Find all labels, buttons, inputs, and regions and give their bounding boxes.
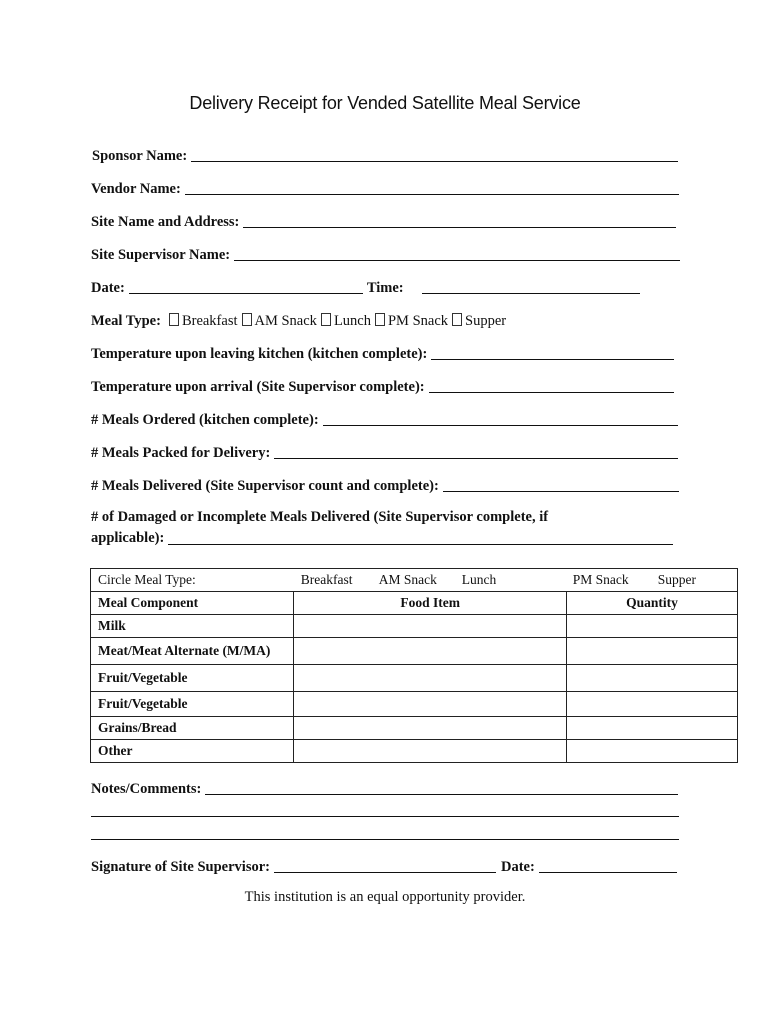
- meals-packed-label: # Meals Packed for Delivery:: [91, 445, 271, 461]
- checkbox-icon: [321, 313, 331, 326]
- damaged-meals-field[interactable]: [168, 530, 673, 545]
- meals-delivered-row: [91, 475, 679, 495]
- site-address-label: Site Name and Address:: [91, 214, 240, 230]
- date-time-row: [91, 277, 643, 297]
- circle-option-am-snack[interactable]: AM Snack: [378, 572, 437, 587]
- header-meal-component: Meal Component: [91, 592, 294, 615]
- site-supervisor-label: Site Supervisor Name:: [91, 247, 231, 263]
- table-row: [91, 615, 738, 638]
- date-label: Date:: [91, 280, 125, 296]
- vendor-name-row: [91, 178, 679, 198]
- checkbox-icon: [452, 313, 462, 326]
- notes-label: Notes/Comments:: [91, 781, 202, 797]
- time-field[interactable]: [422, 279, 640, 294]
- table-row: [91, 692, 738, 717]
- table-header-row: [91, 592, 738, 615]
- notes-row: [91, 778, 678, 798]
- meal-component-table: [90, 568, 738, 763]
- temp-leaving-label: Temperature upon leaving kitchen (kitchen complete):: [91, 346, 428, 362]
- checkbox-icon: [242, 313, 252, 326]
- notes-field-line3[interactable]: [91, 839, 679, 840]
- meals-ordered-label: # Meals Ordered (kitchen complete):: [91, 412, 319, 428]
- component-label: Meat/Meat Alternate (M/MA): [91, 638, 294, 665]
- site-address-field[interactable]: [243, 213, 676, 228]
- quantity-cell[interactable]: [567, 638, 738, 665]
- circle-option-pm-snack[interactable]: PM Snack: [572, 572, 629, 587]
- component-label: Milk: [91, 615, 294, 638]
- checkbox-icon: [169, 313, 179, 326]
- quantity-cell[interactable]: [567, 665, 738, 692]
- circle-meal-type-row: [91, 569, 738, 592]
- food-item-cell[interactable]: [294, 615, 567, 638]
- temp-arrival-label: Temperature upon arrival (Site Supervisor complete):: [91, 379, 425, 395]
- circle-meal-type-label: Circle Meal Type:: [91, 569, 294, 592]
- component-label: Fruit/Vegetable: [91, 692, 294, 717]
- meal-type-option-am-snack[interactable]: AM Snack: [242, 313, 317, 330]
- circle-option-breakfast[interactable]: Breakfast: [300, 572, 353, 587]
- table-row: [91, 740, 738, 763]
- notes-field-line2[interactable]: [91, 816, 679, 817]
- quantity-cell[interactable]: [567, 740, 738, 763]
- food-item-cell[interactable]: [294, 665, 567, 692]
- signature-date-field[interactable]: [539, 858, 677, 873]
- temp-leaving-row: [91, 343, 674, 363]
- meal-type-option-pm-snack[interactable]: PM Snack: [375, 313, 448, 330]
- circle-meal-options: [294, 569, 738, 592]
- meal-type-row: [91, 310, 651, 330]
- sponsor-name-field[interactable]: [191, 147, 678, 162]
- quantity-cell[interactable]: [567, 615, 738, 638]
- header-food-item: Food Item: [294, 592, 567, 615]
- signature-label: Signature of Site Supervisor:: [91, 859, 270, 875]
- food-item-cell[interactable]: [294, 717, 567, 740]
- damaged-meals-label-line1: # of Damaged or Incomplete Meals Delivered (Site Supervisor complete, if: [91, 509, 549, 525]
- food-item-cell[interactable]: [294, 692, 567, 717]
- table-row: [91, 665, 738, 692]
- checkbox-icon: [375, 313, 385, 326]
- meal-type-option-lunch[interactable]: Lunch: [321, 313, 371, 330]
- table-row: [91, 638, 738, 665]
- form-title: Delivery Receipt for Vended Satellite Meal Service: [189, 93, 581, 113]
- temp-arrival-field[interactable]: [429, 378, 674, 393]
- damaged-meals-block: [91, 507, 679, 549]
- meal-type-label: Meal Type:: [91, 313, 161, 329]
- signature-field[interactable]: [274, 858, 496, 873]
- circle-option-lunch[interactable]: Lunch: [461, 572, 497, 587]
- site-supervisor-row: [91, 244, 680, 264]
- meals-delivered-label: # Meals Delivered (Site Supervisor count and complete):: [91, 478, 439, 494]
- signature-date-label: Date:: [500, 859, 535, 875]
- meal-type-option-supper[interactable]: Supper: [452, 313, 506, 330]
- meals-packed-field[interactable]: [274, 444, 678, 459]
- food-item-cell[interactable]: [294, 740, 567, 763]
- notes-field-line1[interactable]: [205, 780, 678, 795]
- table-row: [91, 717, 738, 740]
- meals-ordered-row: [91, 409, 678, 429]
- header-quantity: Quantity: [567, 592, 738, 615]
- temp-arrival-row: [91, 376, 674, 396]
- temp-leaving-field[interactable]: [431, 345, 674, 360]
- component-label: Fruit/Vegetable: [91, 665, 294, 692]
- vendor-name-label: Vendor Name:: [91, 181, 181, 197]
- meals-ordered-field[interactable]: [323, 411, 678, 426]
- meals-delivered-field[interactable]: [443, 477, 679, 492]
- equal-opportunity-statement: This institution is an equal opportunity provider.: [244, 889, 526, 905]
- time-label: Time:: [366, 280, 404, 296]
- meals-packed-row: [91, 442, 678, 462]
- vendor-name-field[interactable]: [185, 180, 679, 195]
- sponsor-name-label: Sponsor Name:: [92, 148, 188, 164]
- meal-type-option-breakfast[interactable]: Breakfast: [169, 313, 238, 330]
- damaged-meals-label-line2: applicable):: [91, 530, 165, 546]
- sponsor-name-row: [92, 145, 678, 165]
- signature-row: [91, 856, 677, 876]
- site-address-row: [91, 211, 676, 231]
- date-field[interactable]: [129, 279, 363, 294]
- quantity-cell[interactable]: [567, 717, 738, 740]
- quantity-cell[interactable]: [567, 692, 738, 717]
- food-item-cell[interactable]: [294, 638, 567, 665]
- circle-option-supper[interactable]: Supper: [657, 572, 696, 587]
- component-label: Grains/Bread: [91, 717, 294, 740]
- site-supervisor-field[interactable]: [234, 246, 680, 261]
- component-label: Other: [91, 740, 294, 763]
